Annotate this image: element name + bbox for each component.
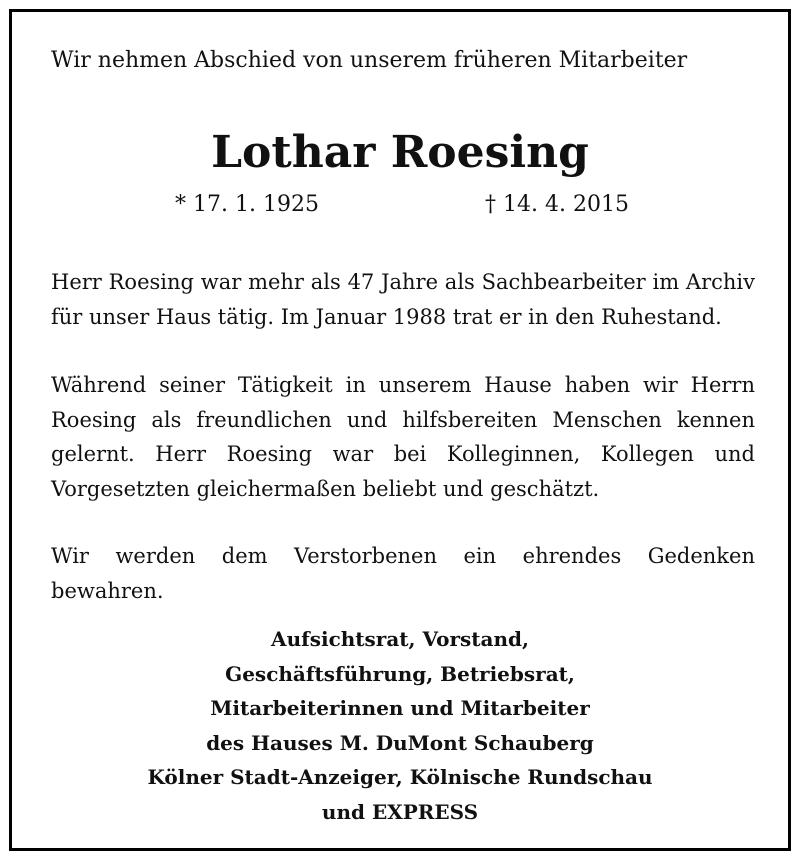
obituary-notice <box>9 9 791 851</box>
intro-line: Wir nehmen Abschied von unserem früheren Mitarbeiter <box>51 48 688 73</box>
character-paragraph: Während seiner Tätigkeit in unserem Hause haben wir Herrn Roesing als freundlichen und hilfsbereiten Menschen kennen gelernt. Herr Roesing war bei Kolleginnen, Kollegen und Vorgesetzten gleichermaßen beliebt und geschätzt. <box>51 373 755 501</box>
signature-line: des Hauses M. DuMont Schauberg <box>206 730 594 755</box>
birth-date: * 17. 1. 1925 <box>175 192 319 217</box>
signature-line: Aufsichtsrat, Vorstand, <box>271 627 529 651</box>
signature-line: Geschäftsführung, Betriebsrat, <box>225 661 575 686</box>
signature-block <box>12 622 788 829</box>
deceased-name: Lothar Roesing <box>211 127 589 178</box>
signature-line: Kölner Stadt-Anzeiger, Kölnische Rundschau <box>147 765 653 789</box>
death-date: † 14. 4. 2015 <box>485 192 629 217</box>
signature-line: Mitarbeiterinnen und Mitarbeiter <box>210 696 590 720</box>
remembrance-paragraph: Wir werden dem Verstorbenen ein ehrendes Gedenken bewahren. <box>51 544 755 603</box>
signature-line: und EXPRESS <box>321 799 479 824</box>
career-paragraph: Herr Roesing war mehr als 47 Jahre als Sachbearbeiter im Archiv für unser Haus tätig. Im Januar 1988 trat er in den Ruhestand. <box>51 270 755 329</box>
